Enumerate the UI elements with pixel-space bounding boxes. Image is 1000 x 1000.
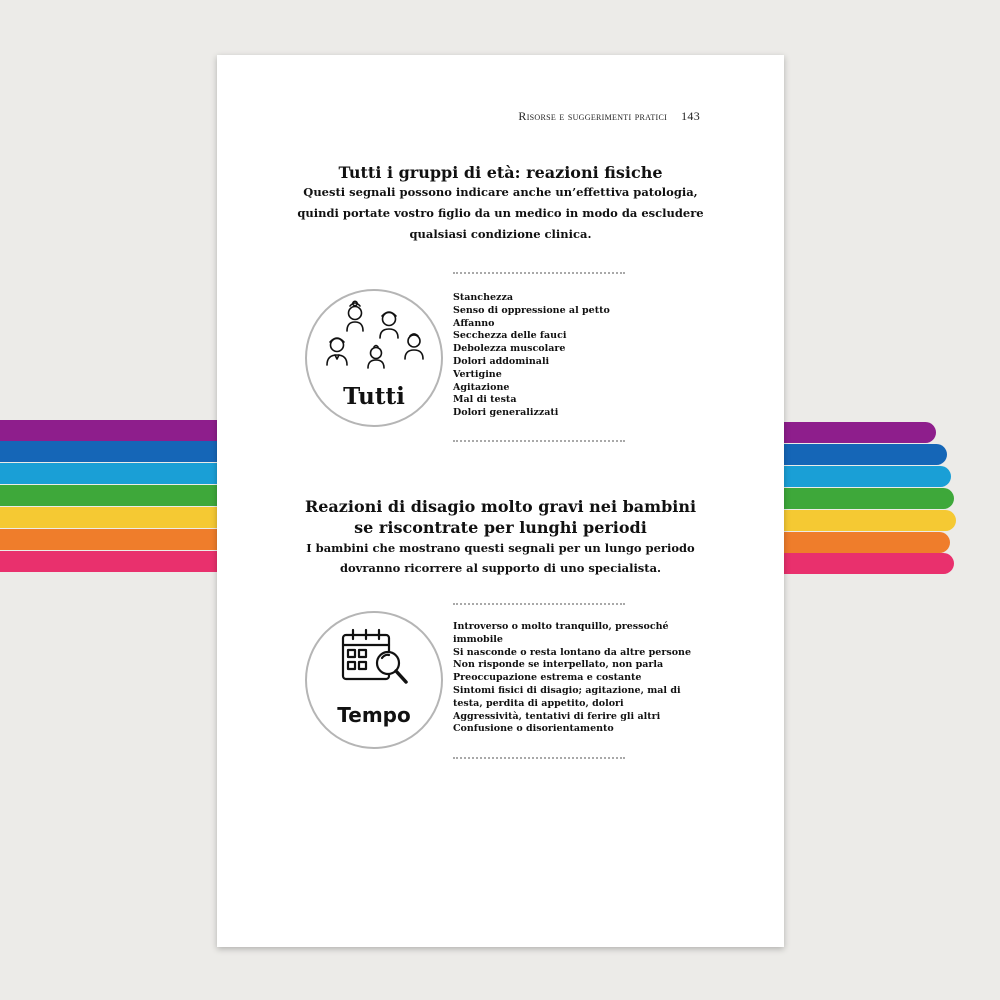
list-item: immobile bbox=[453, 633, 503, 645]
running-title: Risorse e suggerimenti pratici bbox=[518, 109, 668, 123]
section1-list bbox=[453, 292, 733, 420]
list-item: Agitazione bbox=[453, 381, 510, 393]
section2-subtitle-line-2: dovranno ricorrere al supporto di uno specialista. bbox=[339, 561, 662, 575]
list-item: Senso di oppressione al petto bbox=[453, 304, 610, 316]
calendar-search-icon bbox=[335, 627, 415, 693]
section1-subtitle-line-1: Questi segnali possono indicare anche un’effettiva patologia, bbox=[303, 185, 698, 199]
list-item: Non risponde se interpellato, non parla bbox=[453, 659, 664, 671]
list-item: Mal di testa bbox=[453, 394, 517, 406]
list-item: Aggressività, tentativi di ferire gli altri bbox=[453, 710, 661, 722]
running-head bbox=[518, 109, 700, 124]
badge-label-tempo: Tempo bbox=[337, 703, 411, 727]
section1-subtitle-line-2: quindi portate vostro figlio da un medico in modo da escludere bbox=[297, 206, 704, 220]
list-item: Vertigine bbox=[453, 368, 502, 380]
section1-subtitle-line-3: qualsiasi condizione clinica. bbox=[409, 227, 592, 241]
badge-label-tutti: Tutti bbox=[343, 383, 405, 410]
book-page bbox=[217, 55, 784, 947]
list-item: Stanchezza bbox=[453, 292, 513, 303]
page-number: 143 bbox=[681, 109, 700, 123]
divider-dotted bbox=[453, 757, 625, 759]
list-item: Preoccupazione estrema e costante bbox=[453, 672, 642, 684]
list-item: testa, perdita di appetito, dolori bbox=[453, 697, 624, 709]
list-item: Affanno bbox=[453, 317, 495, 329]
section2-title-line-2: se riscontrate per lunghi periodi bbox=[354, 518, 647, 537]
section2-subtitle-line-1: I bambini che mostrano questi segnali per un lungo periodo bbox=[306, 541, 695, 555]
list-item: Introverso o molto tranquillo, pressoché bbox=[453, 621, 669, 632]
list-item: Dolori generalizzati bbox=[453, 407, 559, 419]
people-group-icon bbox=[319, 297, 429, 377]
list-item: Confusione o disorientamento bbox=[453, 723, 614, 735]
section2-title-line-1: Reazioni di disagio molto gravi nei bambini bbox=[304, 497, 697, 516]
divider-dotted bbox=[453, 440, 625, 442]
divider-dotted bbox=[453, 272, 625, 274]
list-item: Debolezza muscolare bbox=[453, 343, 566, 355]
list-item: Sintomi fisici di disagio; agitazione, mal di bbox=[453, 684, 681, 696]
list-item: Dolori addominali bbox=[453, 355, 550, 367]
list-item: Secchezza delle fauci bbox=[453, 330, 567, 342]
badge-tutti bbox=[305, 289, 443, 427]
section2-list bbox=[453, 621, 733, 736]
badge-tempo bbox=[305, 611, 443, 749]
list-item: Si nasconde o resta lontano da altre persone bbox=[453, 646, 691, 658]
section1-title: Tutti i gruppi di età: reazioni fisiche bbox=[338, 163, 663, 182]
divider-dotted bbox=[453, 603, 625, 605]
